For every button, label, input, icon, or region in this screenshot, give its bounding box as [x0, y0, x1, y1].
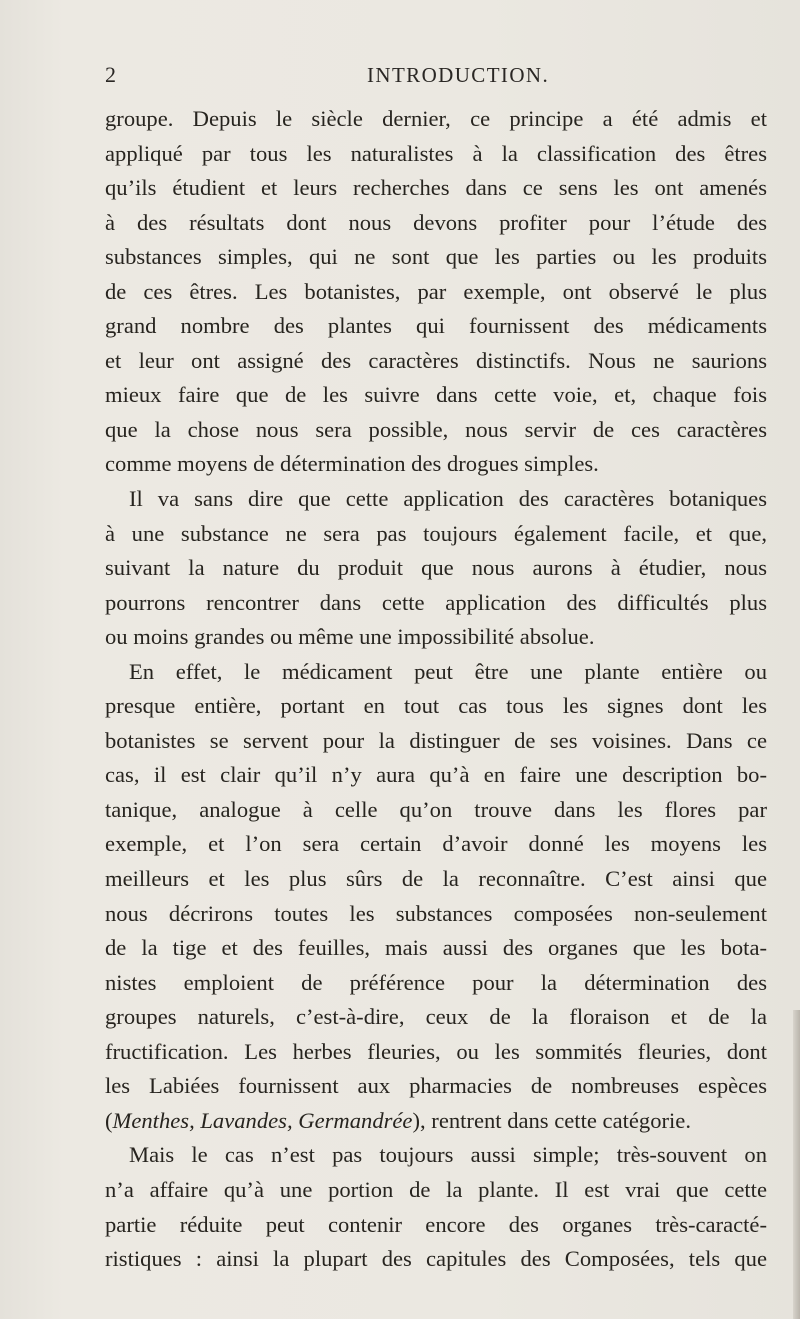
text-line: pourrons rencontrer dans cette application des difficultés plus [105, 589, 767, 615]
text-line: et leur ont assigné des caractères distinctifs. Nous ne saurions [105, 347, 767, 373]
page-header [105, 58, 767, 92]
text-line: ristiques : ainsi la plupart des capitules des Composées, tels que [105, 1246, 767, 1272]
text-line: appliqué par tous les naturalistes à la classification des êtres [105, 140, 767, 166]
text-line: nistes emploient de préférence pour la détermination des [105, 969, 767, 995]
text-line: Il va sans dire que cette application des caractères botaniques [129, 486, 767, 512]
text-line: botanistes se servent pour la distinguer de ses voisines. Dans ce [105, 727, 767, 753]
text-line: partie réduite peut contenir encore des organes très-caracté- [105, 1211, 767, 1237]
text-line: groupes naturels, c’est-à-dire, ceux de la floraison et de la [105, 1004, 767, 1030]
line-continuation: ), rentrent dans cette catégorie. [412, 1107, 691, 1133]
running-title: INTRODUCTION. [367, 63, 550, 87]
text-line: comme moyens de détermination des drogues simples. [105, 451, 599, 477]
text-line: Mais le cas n’est pas toujours aussi simple; très-souvent on [129, 1142, 767, 1168]
text-line: mieux faire que de les suivre dans cette voie, et, chaque fois [105, 382, 767, 408]
text-line: exemple, et l’on sera certain d’avoir donné les moyens les [105, 831, 767, 857]
text-line: groupe. Depuis le siècle dernier, ce principe a été admis et [105, 106, 767, 131]
text-line: grand nombre des plantes qui fournissent des médicaments [105, 313, 767, 339]
text-line: de ces êtres. Les botanistes, par exemple, ont observé le plus [105, 278, 767, 304]
body-text [105, 102, 767, 1277]
paren-open: ( [105, 1107, 113, 1133]
text-line: En effet, le médicament peut être une plante entière ou [129, 658, 767, 684]
text-line: substances simples, qui ne sont que les parties ou les produits [105, 244, 767, 270]
text-line: presque entière, portant en tout cas tous les signes dont les [105, 693, 767, 719]
text-line: ou moins grandes ou même une impossibilité absolue. [105, 624, 595, 650]
page-edge-shadow [793, 1010, 800, 1319]
text-line: à une substance ne sera pas toujours également facile, et que, [105, 520, 767, 546]
text-line: fructification. Les herbes fleuries, ou les sommités fleuries, dont [105, 1038, 767, 1064]
italic-plant-names: Menthes, Lavandes, Germandrée [112, 1107, 413, 1133]
text-line: que la chose nous sera possible, nous servir de ces caractères [105, 416, 767, 442]
text-line: à des résultats dont nous devons profiter pour l’étude des [105, 209, 767, 235]
text-line: n’a affaire qu’à une portion de la plante. Il est vrai que cette [105, 1176, 767, 1202]
text-line-italic [105, 1104, 767, 1139]
text-line: les Labiées fournissent aux pharmacies de nombreuses espèces [105, 1073, 767, 1099]
text-line: tanique, analogue à celle qu’on trouve dans les flores par [105, 796, 767, 822]
text-line: qu’ils étudient et leurs recherches dans ce sens les ont amenés [105, 175, 767, 201]
text-line: cas, il est clair qu’il n’y aura qu’à en faire une description bo- [105, 762, 767, 788]
text-line: de la tige et des feuilles, mais aussi des organes que les bota- [105, 935, 767, 961]
text-line: meilleurs et les plus sûrs de la reconnaître. C’est ainsi que [105, 866, 767, 892]
page-number: 2 [105, 62, 116, 87]
text-line: suivant la nature du produit que nous aurons à étudier, nous [105, 555, 767, 581]
text-line: nous décrirons toutes les substances composées non-seulement [105, 900, 767, 926]
